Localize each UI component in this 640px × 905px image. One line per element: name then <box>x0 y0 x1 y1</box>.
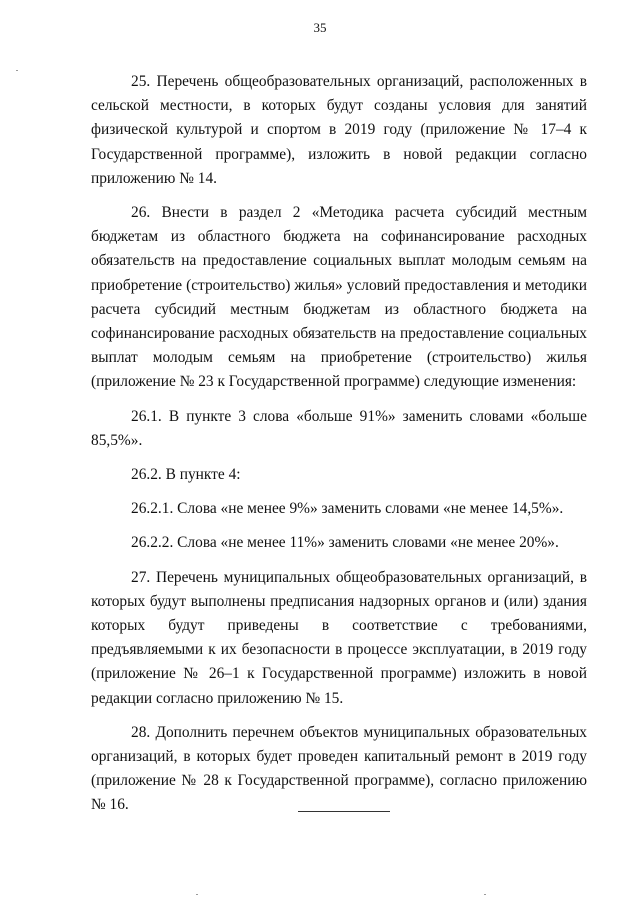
paragraph-26: 26. Внести в раздел 2 «Методика расчета субсидий местным бюджетам из областного бюджета на софинансирование расходных обязательств на предоставление социальных выплат молодым семьям на приобретение (строительство) жилья» условий предоставления и методики расчета субсидий местным бюджетам из областного бюджета на софинансирование расходных обязательств на предоставление социальных выплат молодым семьям на приобретение (строительство) жилья (приложение № 23 к Государственной программе) следующие изменения: <box>91 204 587 391</box>
end-separator-line <box>298 811 390 812</box>
paragraph-27: 27. Перечень муниципальных общеобразовательных организаций, в которых будут выполнены предписания надзорных органов и (или) здания которых будут приведены в соответствие с требованиями, предъявляемыми к их безопасности в процессе эксплуатации, в 2019 году (приложение № 26–1 к Государственной программе) изложить в новой редакции согласно приложению № 15. <box>91 568 587 707</box>
paragraph-28: 28. Дополнить перечнем объектов муниципальных образовательных организаций, в которых будет проведен капитальный ремонт в 2019 году (приложение № 28 к Государственной программе), согласно приложению № 16. <box>91 723 587 814</box>
scan-speck <box>16 70 18 71</box>
paragraph-26-2-2: 26.2.2. Слова «не менее 11%» заменить словами «не менее 20%». <box>131 534 559 552</box>
paragraph-26-2: 26.2. В пункте 4: <box>131 466 241 484</box>
paragraph-26-1: 26.1. В пункте 3 слова «больше 91%» заменить словами «больше 85,5%». <box>91 407 587 449</box>
scan-speck <box>484 894 486 895</box>
page-number: 35 <box>313 20 327 35</box>
paragraph-26-2-1: 26.2.1. Слова «не менее 9%» заменить словами «не менее 14,5%». <box>131 500 564 518</box>
paragraph-25: 25. Перечень общеобразовательных организаций, расположенных в сельской местности, в которых будут созданы условия для занятий физической культурой и спортом в 2019 году (приложение № 17–4 к Государственной программе), изложить в новой редакции согласно приложению № 14. <box>91 73 587 187</box>
scan-speck <box>196 894 198 895</box>
document-body <box>91 70 587 818</box>
